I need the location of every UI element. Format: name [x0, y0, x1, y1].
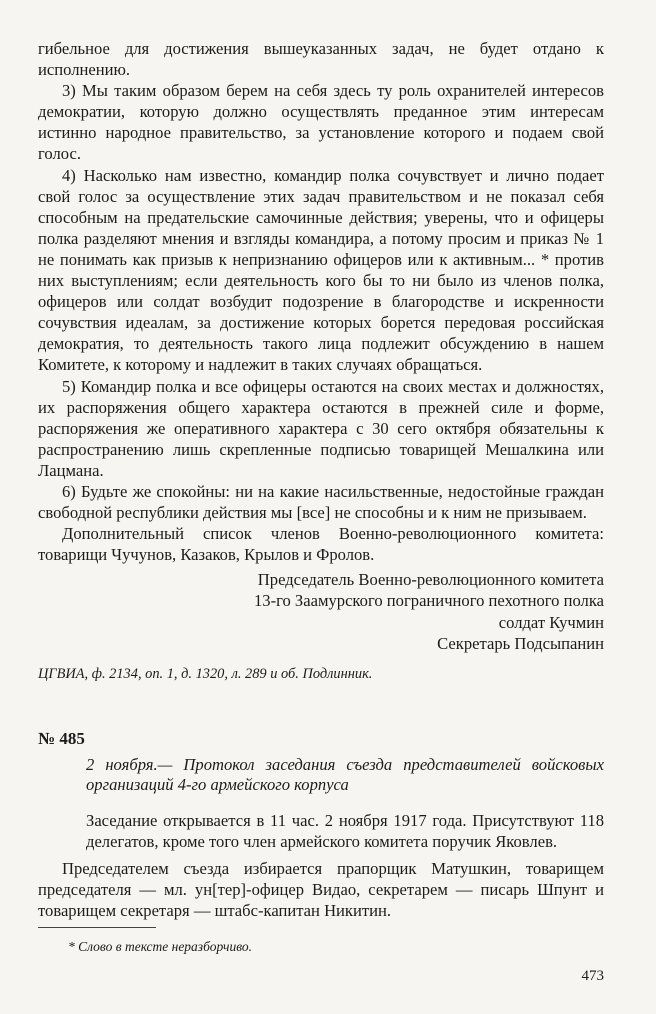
page-number: 473 [581, 968, 604, 984]
paragraph-item-3: 3) Мы таким образом берем на себя здесь ту роль охранителей интересов демократии, которую должно осуществлять преданное этим интересам истинно народное правительство, за установление которого и подаем свой голос. [38, 81, 604, 164]
paragraph-member-list: Дополнительный список членов Военно-революционного комитета: товарищи Чучунов, Казаков, Крылов и Фролов. [38, 524, 604, 565]
signature-line: 13-го Заамурского пограничного пехотного полка [253, 591, 604, 611]
paragraph-item-5: 5) Командир полка и все офицеры остаются на своих местах и должностях, их распоряжения общего характера остаются в прежней силе и форме, распоряжения же оперативного характера с 30 сего октября обязательны к распространению лишь скрепленные подписью товарищей Мешалкина или Лацмана. [38, 376, 604, 480]
meeting-opening: Заседание открывается в 11 час. 2 ноября 1917 года. Присутствуют 118 делегатов, кроме того член армейского комитета поручик Яковлев. [86, 810, 604, 851]
paragraph-continuation: гибельное для достижения вышеуказанных задач, не будет отдано к исполнению. [38, 39, 604, 80]
document-number: № 485 [38, 728, 85, 748]
signature-block [38, 569, 604, 653]
document-title: 2 ноября.— Протокол заседания съезда представителей войсковых организаций 4-го армейского корпуса [86, 754, 604, 794]
archive-source: ЦГВИА, ф. 2134, оп. 1, д. 1320, л. 289 и об. Подлинник. [38, 665, 373, 682]
signature-line: Секретарь Подсыпанин [437, 633, 604, 653]
signature-line: Председатель Военно-революционного комитета [257, 570, 604, 590]
document-page [38, 38, 604, 957]
signature-line: солдат Кучмин [498, 612, 604, 632]
paragraph-elections: Председателем съезда избирается прапорщик Матушкин, товарищем председателя — мл. ун[тер]-офицер Видао, секретарем — писарь Шпунт и товарищем секретаря — штабс-капитан Никитин. [38, 859, 604, 921]
footnote: * Слово в тексте неразборчиво. [68, 939, 253, 955]
paragraph-item-6: 6) Будьте же спокойны: ни на какие насильственные, недостойные граждан свободной республики действия мы [все] не способны и к ним не призываем. [38, 481, 604, 523]
footnote-divider [38, 927, 156, 928]
paragraph-item-4: 4) Насколько нам известно, командир полка сочувствует и лично подает свой голос за осуществление этих задач правительством и не показал себя способным на предательские самочинные действия; уверены, что и офицеры полка разделяют мнения и взгляды командира, а потому просим и приказ № 1 не понимать как призыв к непризнанию офицеров или к активным... * против них выступлениям; если деятельность кого бы то ни было из членов полка, офицеров или солдат возбудит подозрение в благородстве и искренности сочувствия идеалам, за достижение которых борется передовая российская демократия, то деятельность такого лица подлежит обсуждению в нашем Комитете, к которому и надлежит в таких случаях обращаться. [38, 165, 604, 375]
